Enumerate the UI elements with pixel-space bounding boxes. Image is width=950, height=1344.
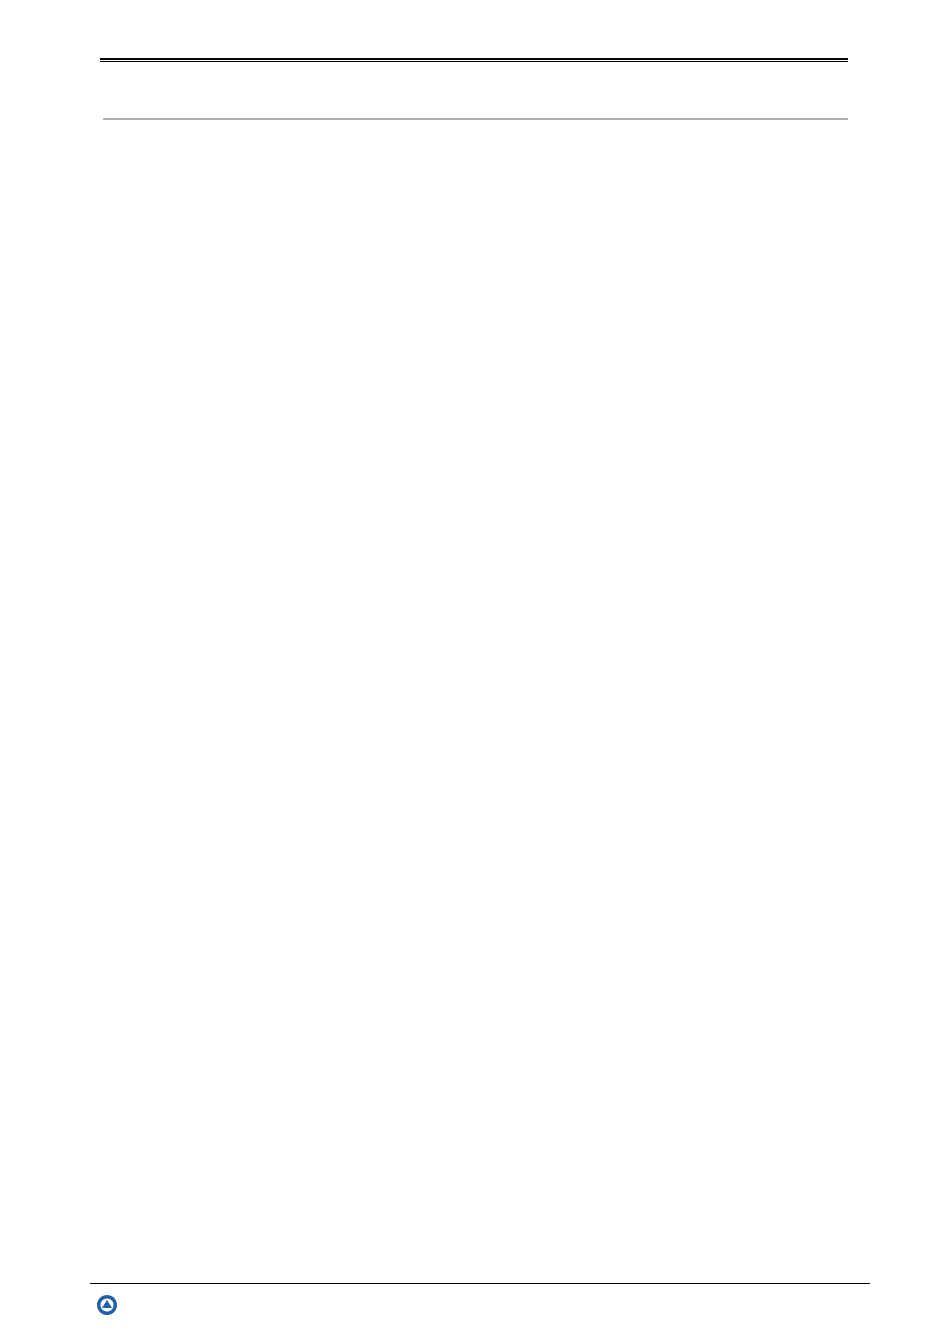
- header-rule: [100, 61, 848, 62]
- chinaacc-logo-icon: [96, 1294, 118, 1316]
- footer-rule: [90, 1283, 870, 1284]
- page-header: [100, 30, 848, 60]
- answer-section-title: [103, 88, 848, 114]
- section-divider: [103, 118, 848, 120]
- answer-subsection-title: [103, 140, 848, 166]
- document-body: [103, 88, 848, 166]
